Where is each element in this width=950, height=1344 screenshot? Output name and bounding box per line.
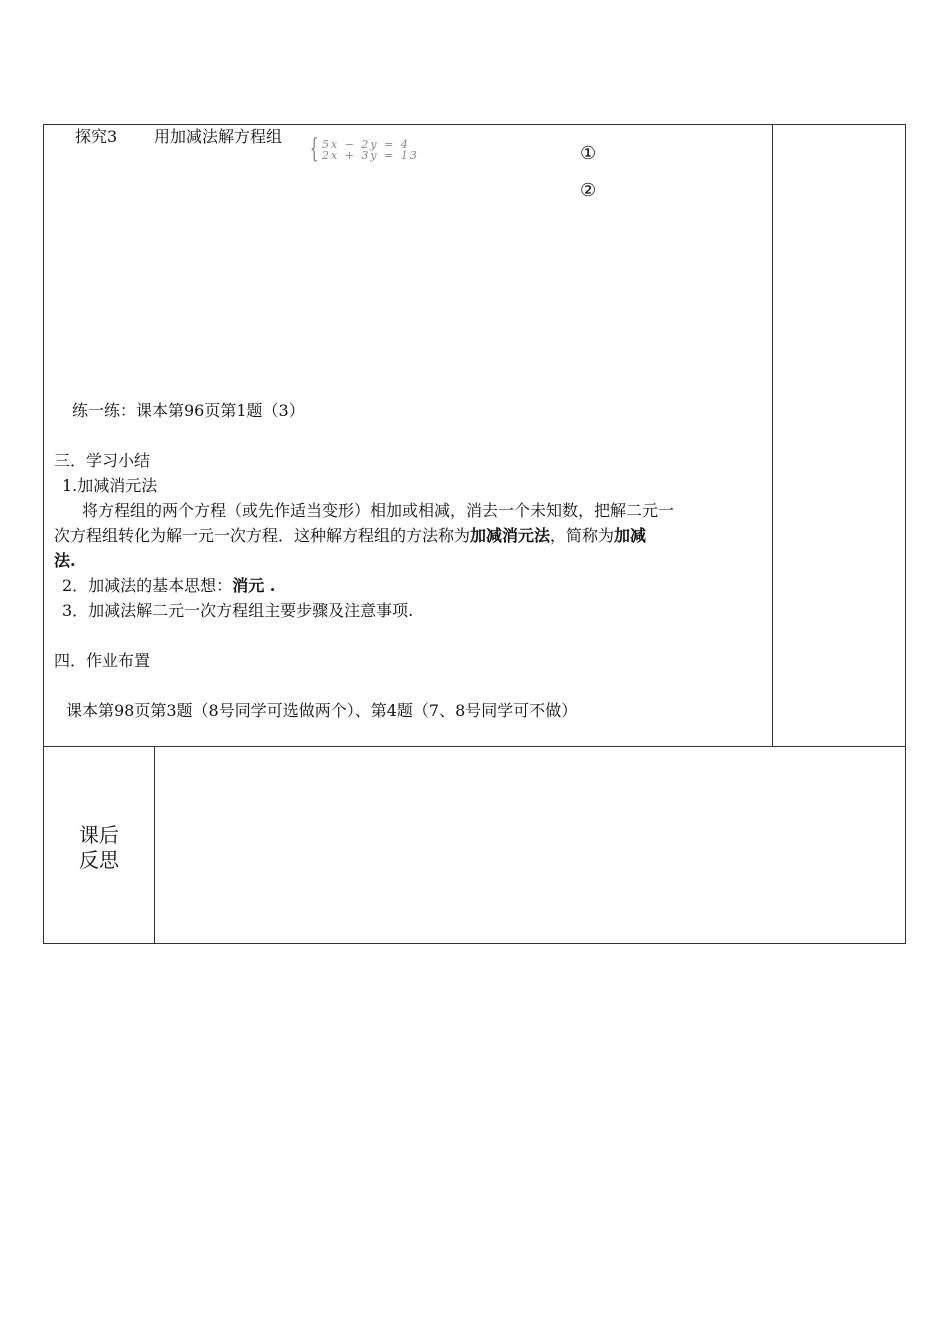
summary-item1-line2-a: 次方程组转化为解一元一次方程．这种解方程组的方法称为 xyxy=(54,526,471,545)
explore-task: 用加减法解方程组 xyxy=(154,127,283,146)
practice-line: 练一练：课本第96页第1题（3） xyxy=(72,401,305,420)
term-jiajian: 加减 xyxy=(614,526,647,545)
reflection-label-line1: 课后 xyxy=(79,823,119,847)
summary-item2-label: 2．加减法的基本思想： xyxy=(62,576,233,595)
equation-marker-1: ① xyxy=(580,143,597,164)
system-brace-icon: { xyxy=(310,134,319,164)
summary-item1-line3: 法. xyxy=(54,551,76,570)
equation-2: 2x + 3y = 13 xyxy=(322,149,419,162)
summary-item2-value: 消元 . xyxy=(232,576,276,595)
homework-text: 课本第98页第3题（8号同学可选做两个）、第4题（7、8号同学可不做） xyxy=(66,701,578,720)
explore-title: 探究3 xyxy=(75,127,118,146)
summary-item2 xyxy=(62,575,275,597)
summary-item1-line1: 将方程组的两个方程（或先作适当变形）相加或相减，消去一个未知数，把解二元一 xyxy=(82,501,675,520)
equation-1: 5x − 2y = 4 xyxy=(322,138,410,151)
summary-item1-line2 xyxy=(54,525,646,547)
summary-item1-line2-c: ，简称为 xyxy=(550,526,615,545)
reflection-label-line2: 反思 xyxy=(79,848,119,872)
equation-marker-2: ② xyxy=(580,180,597,201)
summary-item1-title: 1.加减消元法 xyxy=(62,476,158,495)
summary-item3: 3．加减法解二元一次方程组主要步骤及注意事项. xyxy=(62,601,414,620)
equation-system xyxy=(310,134,460,164)
homework-heading: 四．作业布置 xyxy=(54,651,151,670)
right-column-divider xyxy=(772,124,773,747)
term-jiajian-xiaoyuanfa: 加减消元法 xyxy=(470,526,551,545)
reflection-content-area[interactable] xyxy=(155,747,905,943)
summary-heading: 三．学习小结 xyxy=(54,451,151,470)
